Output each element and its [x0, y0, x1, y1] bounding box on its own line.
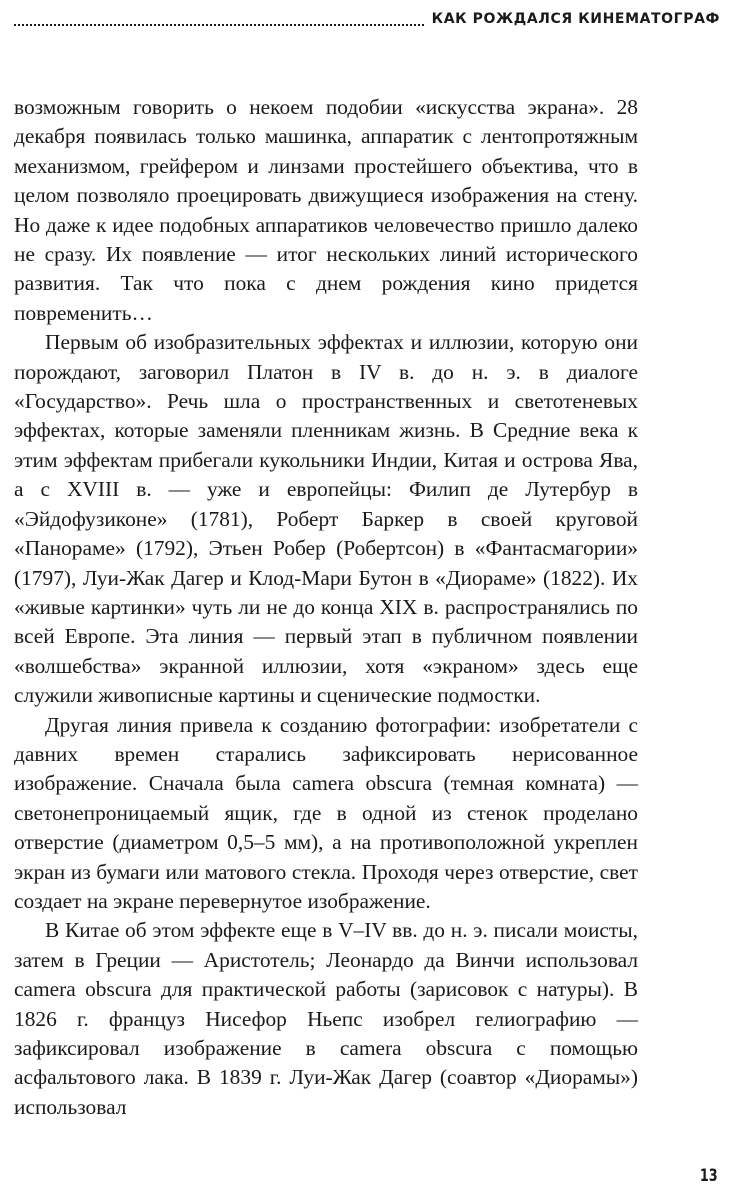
header-dotted-leader — [14, 10, 424, 26]
running-title: КАК РОЖДАЛСЯ КИНЕМАТОГРАФ — [431, 11, 720, 27]
paragraph-2: Первым об изобразительных эффектах и иллюзии, которую они порождают, заговорил Платон в IV в. до н. э. в диалоге «Государство». Речь шла о пространственных и светотеневых эффектах, которые заменяли пленникам жизнь. В Средние века к этим эффектам прибегали кукольники Индии, Китая и острова Ява, а с XVIII в. — уже и европейцы: Филип де Лутербур в «Эйдофузиконе» (1781), Роберт Баркер в своей круговой «Панораме» (1792), Этьен Робер (Робертсон) в «Фантасмагории» (1797), Луи-Жак Дагер и Клод-Мари Бутон в «Диораме» (1822). Их «живые картинки» чуть ли не до конца XIX в. распространялись по всей Европе. Эта линия — первый этап в публичном появлении «волшебства» экранной иллюзии, хотя «экраном» здесь еще служили живописные картины и сценические подмостки. — [14, 330, 638, 708]
running-header — [14, 6, 720, 28]
page-number: 13 — [700, 1166, 718, 1186]
paragraph-3: Другая линия привела к созданию фотографии: изобретатели с давних времен старались зафиксировать нерисованное изображение. Сначала была camera obscura (темная комната) — светонепроницаемый ящик, где в одной из стенок проделано отверстие (диаметром 0,5–5 мм), а на противоположной укреплен экран из бумаги или матового стекла. Проходя через отверстие, свет создает на экране перевернутое изображение. — [14, 712, 638, 913]
paragraph-4: В Китае об этом эффекте еще в V–IV вв. до н. э. писали моисты, затем в Греции — Аристотель; Леонардо да Винчи использовал camera obscura для практической работы (зарисовок с натуры). В 1826 г. француз Нисефор Ньепс изобрел гелиографию — зафиксировал изображение в camera obscura с помощью асфальтового лака. В 1839 г. Луи-Жак Дагер (соавтор «Диорамы») использовал — [14, 918, 638, 1119]
paragraph-1: возможным говорить о некоем подобии «искусства экрана». 28 декабря появилась только машинка, аппаратик с лентопротяжным механизмом, грейфером и линзами простейшего объектива, что в целом позволяло проецировать движущиеся изображения на стену. Но даже к идее подобных аппаратиков человечество пришло далеко не сразу. Их появление — итог нескольких линий исторического развития. Так что пока с днем рождения кино придется повременить… — [14, 95, 638, 325]
body-text — [14, 93, 638, 1122]
